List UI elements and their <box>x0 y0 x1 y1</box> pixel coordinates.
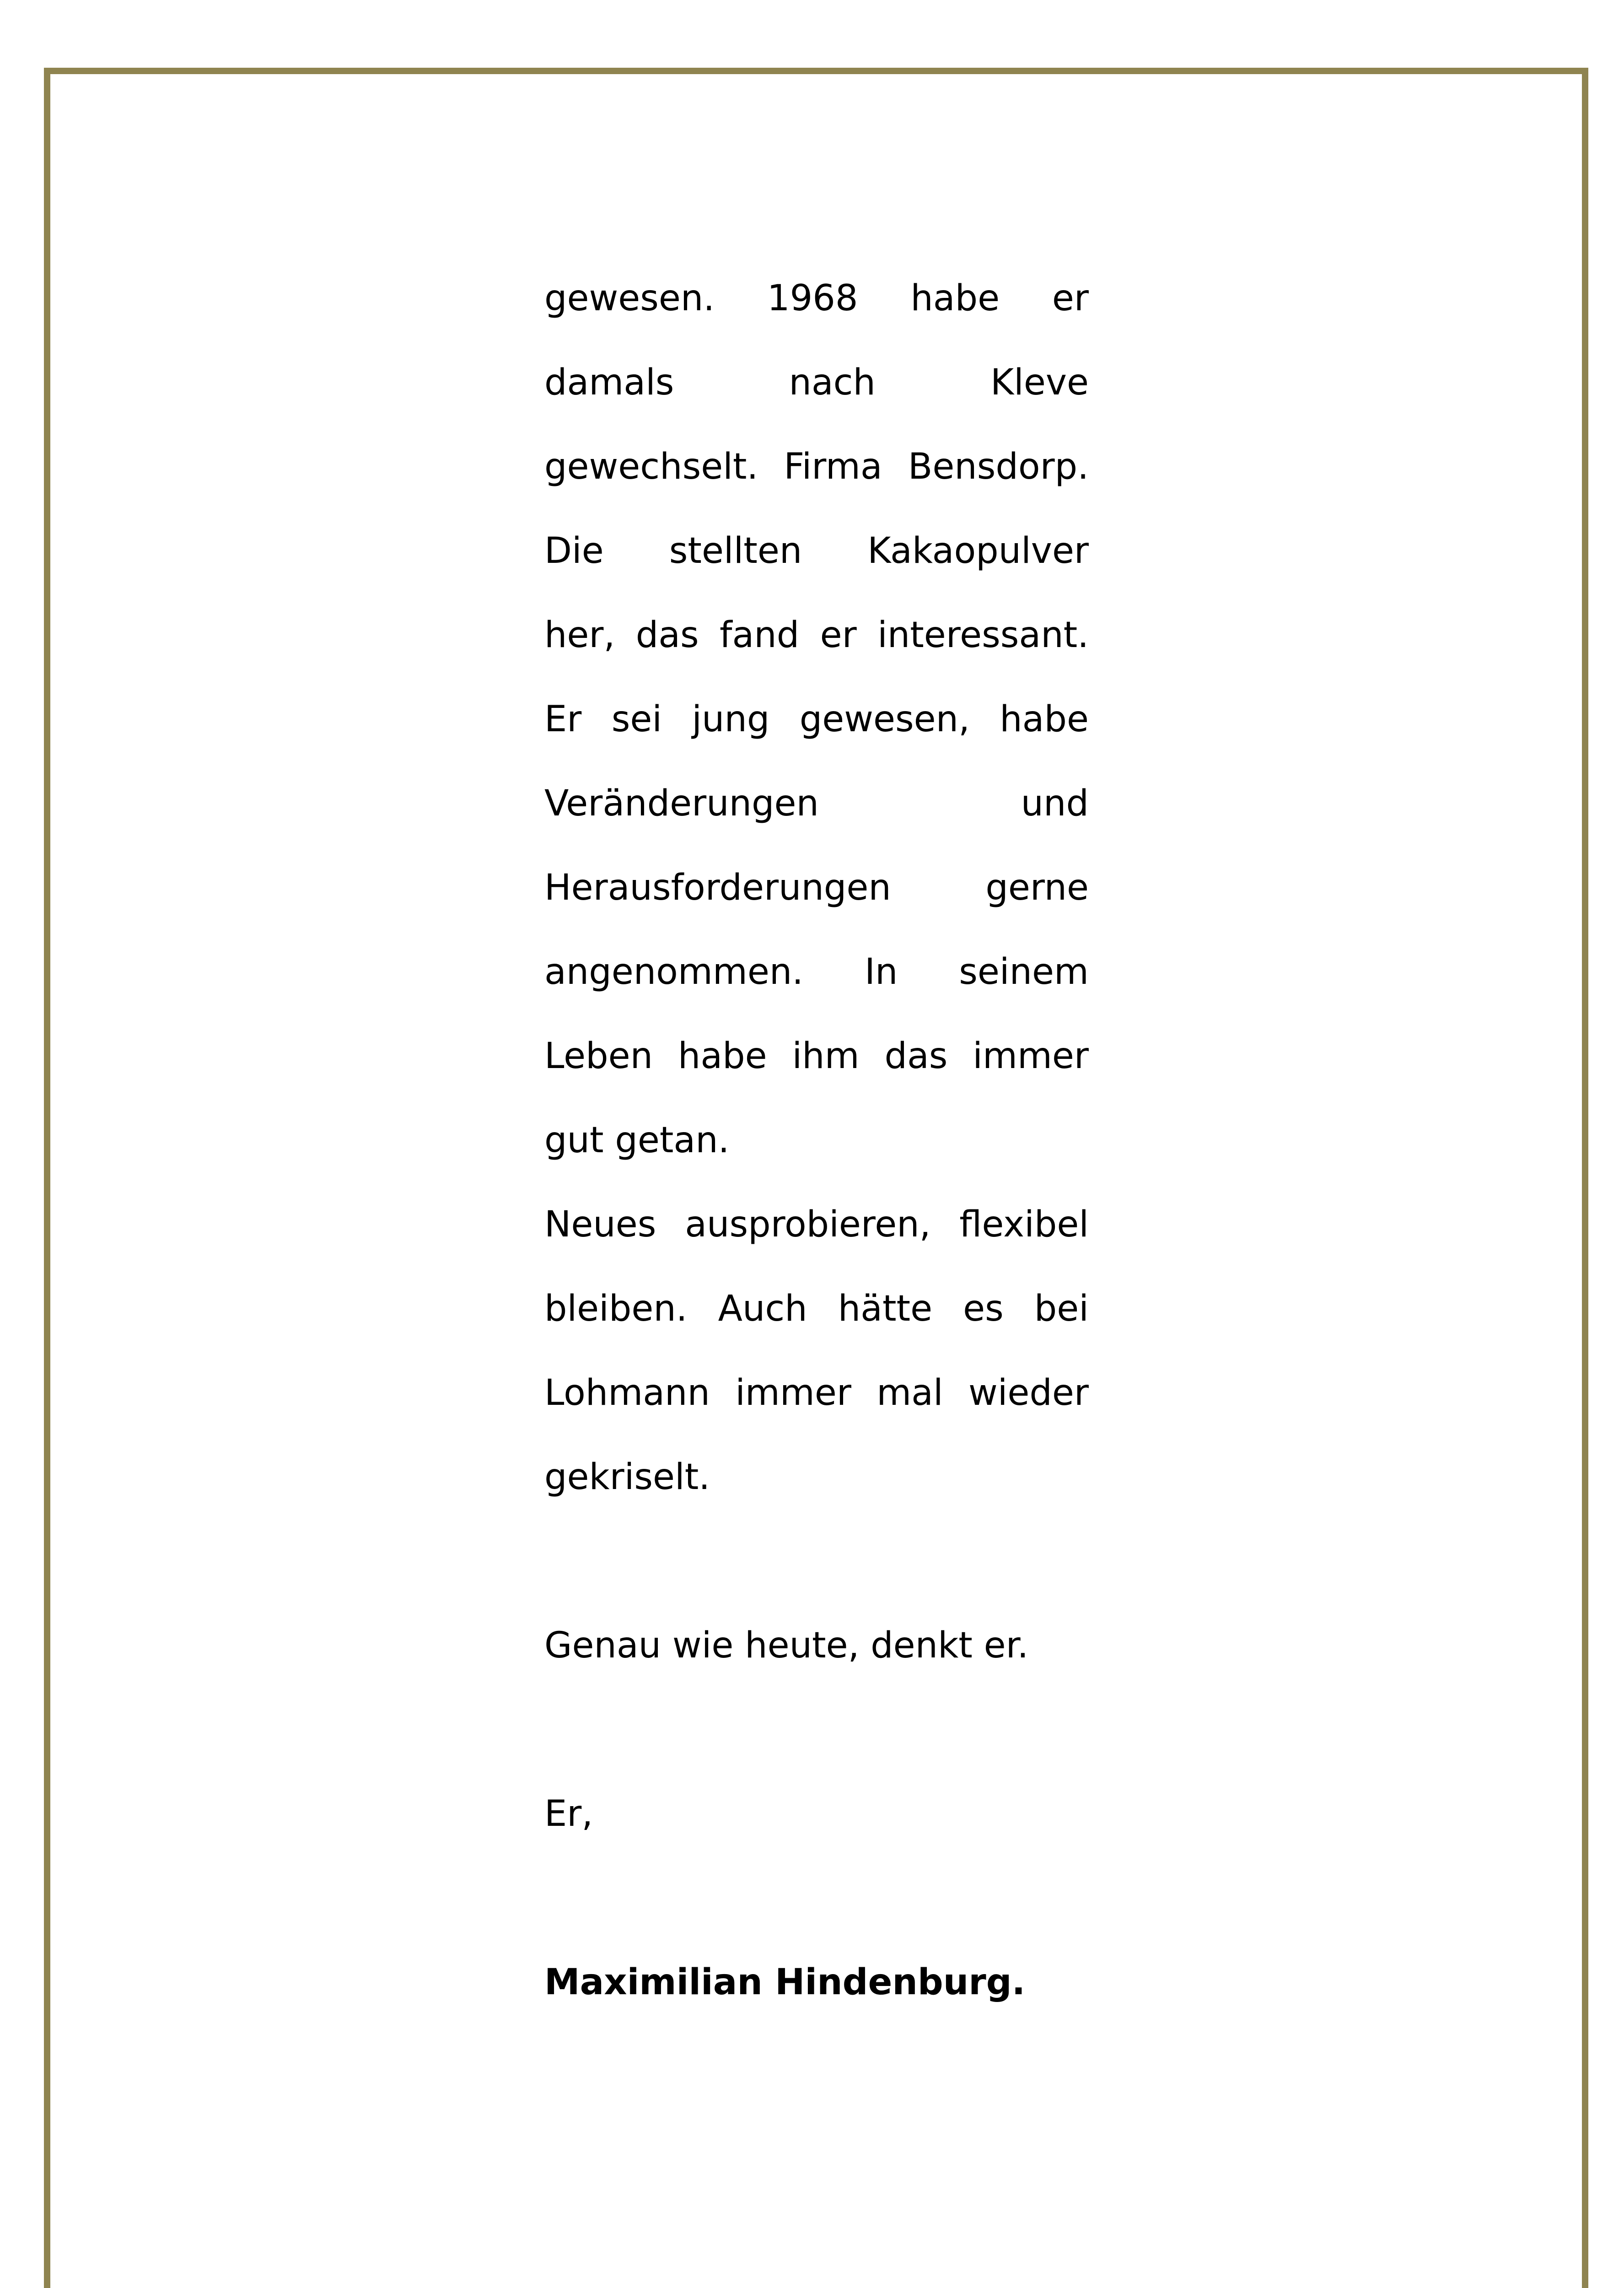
word: ihm <box>792 1036 860 1077</box>
text-line <box>544 425 1089 509</box>
word: immer <box>735 1372 851 1414</box>
word: habe <box>1000 699 1089 740</box>
word: bleiben. <box>544 1288 688 1329</box>
text-line <box>544 761 1089 846</box>
word: Kleve <box>990 362 1089 403</box>
word: mal <box>877 1372 943 1414</box>
word: hätte <box>838 1288 933 1329</box>
text-line <box>544 1351 1089 1435</box>
word: das <box>884 1036 948 1077</box>
text-line <box>544 1014 1089 1098</box>
word: stellten <box>669 530 802 572</box>
word: gerne <box>985 867 1089 908</box>
word: bei <box>1034 1288 1089 1329</box>
text-line <box>544 593 1089 677</box>
word: gewesen. <box>544 278 715 319</box>
word: wieder <box>968 1372 1089 1414</box>
text-line <box>544 846 1089 930</box>
text-line <box>544 677 1089 761</box>
word: 1968 <box>767 278 858 319</box>
text-line <box>544 1267 1089 1351</box>
word: Die <box>544 530 604 572</box>
paragraph-3: Er, <box>544 1793 593 1835</box>
word: Lohmann <box>544 1372 710 1414</box>
word: Herausforderungen <box>544 867 891 908</box>
text-line: gekriselt. <box>544 1457 710 1498</box>
paragraph-spacer <box>544 1688 1089 1772</box>
text-column <box>544 256 1089 2024</box>
word: immer <box>973 1036 1089 1077</box>
word: Leben <box>544 1036 653 1077</box>
paragraph-2: Genau wie heute, denkt er. <box>544 1625 1029 1666</box>
word: her, <box>544 615 615 656</box>
signature: Maximilian Hindenburg. <box>544 1962 1026 2003</box>
text-line <box>544 256 1089 340</box>
paragraph-1-continued <box>544 1182 1089 1435</box>
word: fand <box>720 615 800 656</box>
text-line: gut getan. <box>544 1120 730 1161</box>
word: Bensdorp. <box>908 446 1089 487</box>
word: Neues <box>544 1204 656 1245</box>
text-line <box>544 340 1089 425</box>
word: Veränderungen <box>544 783 819 824</box>
word: habe <box>910 278 1000 319</box>
paragraph-spacer <box>544 1856 1089 1940</box>
word: nach <box>789 362 876 403</box>
word: damals <box>544 362 674 403</box>
text-line <box>544 509 1089 593</box>
paragraph-1 <box>544 256 1089 1098</box>
word: In <box>864 951 898 993</box>
word: interessant. <box>877 615 1089 656</box>
word: ausprobieren, <box>685 1204 931 1245</box>
word: habe <box>678 1036 767 1077</box>
word: Auch <box>718 1288 807 1329</box>
word: er <box>1052 278 1089 319</box>
word: sei <box>611 699 662 740</box>
paragraph-spacer <box>544 1519 1089 1603</box>
word: gewesen, <box>799 699 970 740</box>
word: es <box>963 1288 1004 1329</box>
word: flexibel <box>959 1204 1089 1245</box>
word: angenommen. <box>544 951 804 993</box>
word: das <box>635 615 699 656</box>
word: jung <box>692 699 770 740</box>
word: seinem <box>959 951 1089 993</box>
word: gewechselt. <box>544 446 758 487</box>
text-line <box>544 930 1089 1014</box>
text-line <box>544 1182 1089 1267</box>
word: Kakaopulver <box>867 530 1089 572</box>
word: Firma <box>784 446 882 487</box>
word: und <box>1021 783 1089 824</box>
word: Er <box>544 699 582 740</box>
word: er <box>820 615 857 656</box>
